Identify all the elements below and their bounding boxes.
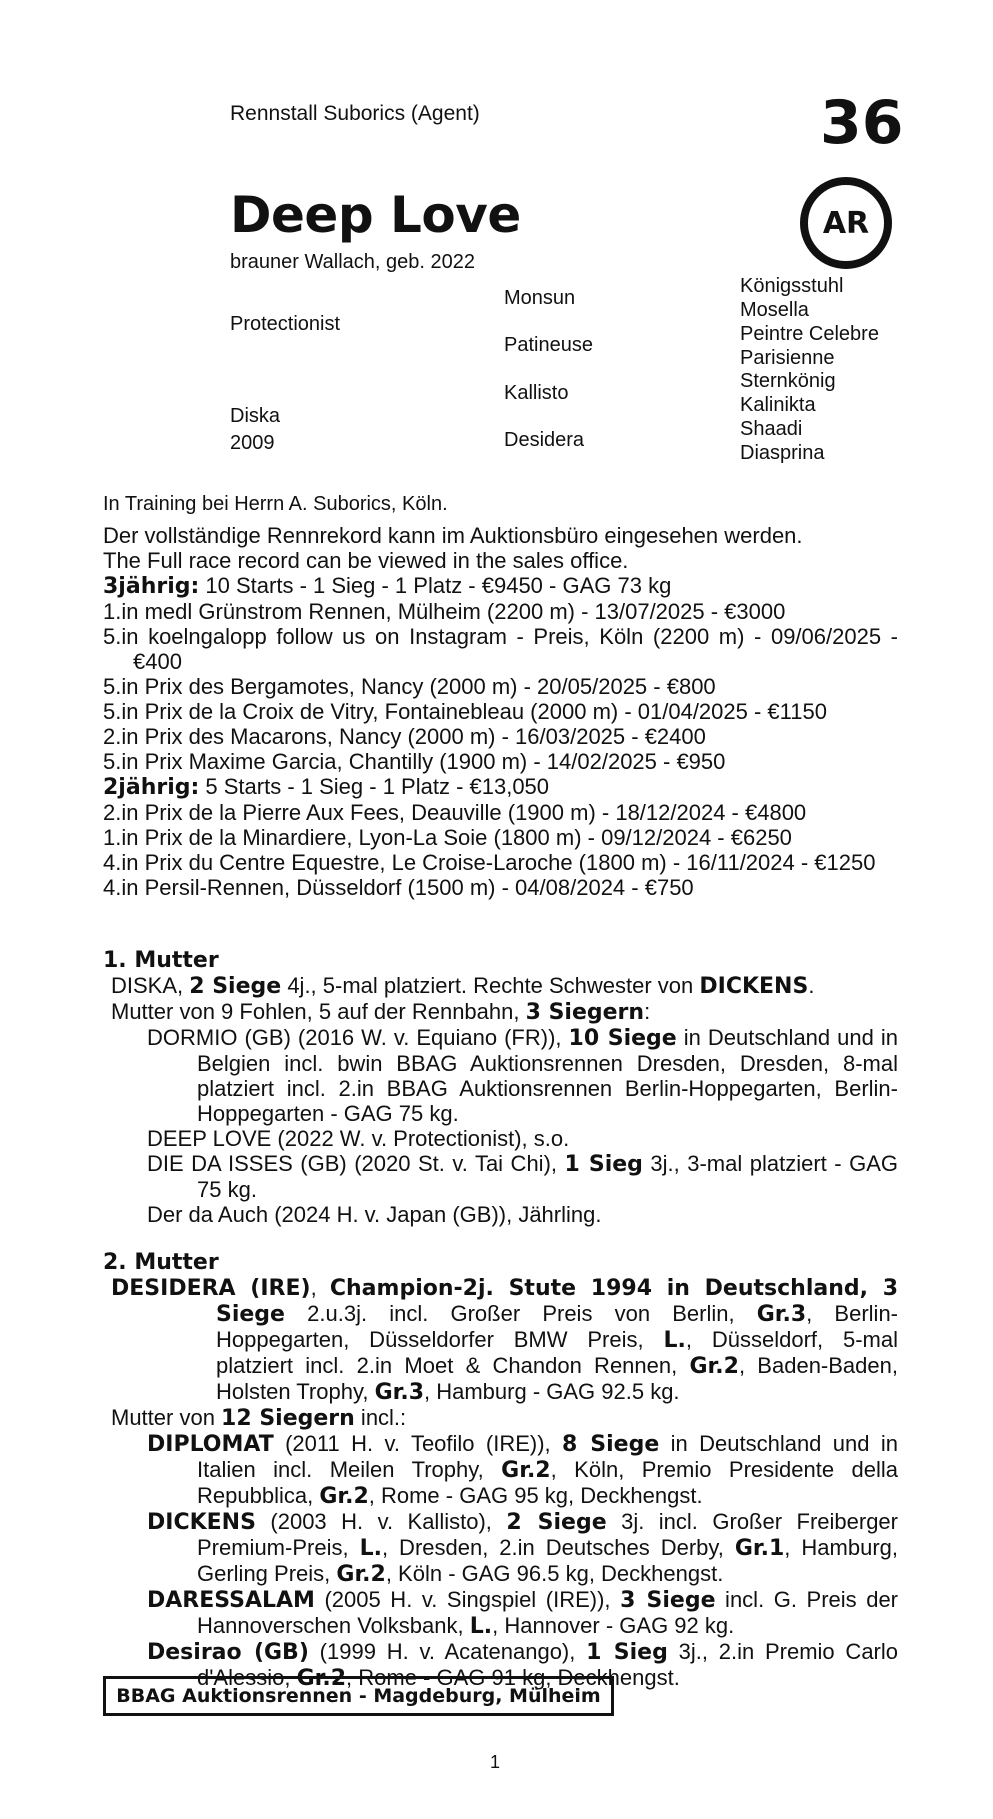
race-grade: Gr.1 [734,1536,785,1561]
pedigree-gen2-item: Monsun [504,287,576,309]
race-line: 1.in Prix de la Minardiere, Lyon-La Soie (1800 m) - 09/12/2024 - €6250 [103,825,792,850]
pedigree-dam-year: 2009 [230,432,275,454]
first-dam-heading: 1. Mutter [103,948,219,973]
record-note-de: Der vollständige Rennrekord kann im Auktionsbüro eingesehen werden. [103,523,803,548]
race-grade: Gr.2 [336,1562,386,1587]
text: incl.: [354,1405,407,1430]
pedigree-gen3-item: Diasprina [740,442,825,464]
pedigree-gen2-item: Desidera [504,429,585,451]
text: (2005 H. v. Singspiel (IRE)), [314,1587,621,1612]
offspring-entry [103,1202,898,1227]
offspring-entry [103,1126,898,1151]
race-line: 4.in Prix du Centre Equestre, Le Croise-Laroche (1800 m) - 16/11/2024 - €1250 [103,850,876,875]
win-count: 8 Siege [562,1432,660,1457]
three-year-old-label: 3jährig: [103,574,200,599]
second-dam-produce [103,1405,898,1431]
page-number: 1 [490,1752,501,1772]
horse-description: brauner Wallach, geb. 2022 [230,251,475,273]
second-dam-section [103,1250,898,1691]
first-dam-section [103,948,898,1227]
text: DIE DA ISSES (GB) (2020 St. v. Tai Chi), [147,1151,565,1176]
race-line: 5.in Prix Maxime Garcia, Chantilly (1900 m) - 14/02/2025 - €950 [103,749,726,774]
win-count: 2 Siege [189,974,282,999]
offspring-name: DARESSALAM [147,1588,315,1613]
first-dam-record [103,973,898,999]
text: 3j., 2.in Premio Carlo d'Alessio, [197,1639,898,1690]
first-dam-produce [103,999,898,1025]
three-year-old-stats: 10 Starts - 1 Sieg - 1 Platz - €9450 - GAG 73 kg [199,573,672,598]
text: , Baden-Baden, Holsten Trophy, [216,1353,898,1404]
offspring-entry [103,1151,898,1202]
race-line: 2.in Prix de la Pierre Aux Fees, Deauville (1900 m) - 18/12/2024 - €4800 [103,800,807,825]
second-dam-record [103,1275,898,1405]
text: , Köln - GAG 96.5 kg, Deckhengst. [385,1561,724,1586]
text: , Köln, Premio Presidente della Repubblica, [197,1457,898,1508]
two-year-old-label: 2jährig: [103,775,200,800]
text: Der da Auch (2024 H. v. Japan (GB)), Jährling. [147,1202,602,1227]
offspring-entry [103,1509,898,1587]
win-count: 3 Siege [620,1588,716,1613]
race-grade: Gr.2 [296,1666,347,1691]
winner-count: 3 Siegern [525,1000,645,1025]
record-note-en: The Full race record can be viewed in the sales office. [103,548,629,573]
pedigree-gen3-item: Sternkönig [740,370,836,392]
horse-name: Deep Love [230,186,521,244]
text: , Dresden, 2.in Deutsches Derby, [381,1535,735,1560]
text: , Düsseldorf, 5-mal platziert incl. 2.in Moet & Chandon Rennen, [216,1327,898,1378]
text: , Berlin-Hoppegarten, Düsseldorfer BMW Preis, [216,1301,899,1352]
text: : [644,999,651,1024]
race-record [103,523,898,900]
offspring-name: Desirao (GB) [147,1640,309,1665]
pedigree-gen2-item: Patineuse [504,334,593,356]
lot-number: 36 [820,88,904,158]
text: DORMIO (GB) (2016 W. v. Equiano (FR)), [147,1025,569,1050]
text: 3j., 3-mal platziert - GAG 75 kg. [197,1151,898,1202]
win-count: 2 Siege [506,1510,607,1535]
text: (2011 H. v. Teofilo (IRE)), [273,1431,563,1456]
race-line: 5.in Prix des Bergamotes, Nancy (2000 m) - 20/05/2025 - €800 [103,674,716,699]
text: in Deutschland und in Italien incl. Meilen Trophy, [197,1431,898,1482]
text: (1999 H. v. Acatenango), [308,1639,587,1664]
two-year-old-stats: 5 Starts - 1 Sieg - 1 Platz - €13,050 [199,774,550,799]
pedigree-gen2-item: Kallisto [504,382,569,404]
second-dam-heading: 2. Mutter [103,1250,219,1275]
race-line: 5.in Prix de la Croix de Vitry, Fontainebleau (2000 m) - 01/04/2025 - €1150 [103,699,827,724]
dam-name: DESIDERA (IRE) [111,1276,311,1301]
offspring-entry [103,1587,898,1639]
three-year-old-summary [103,573,898,599]
text: 2.u.3j. incl. Großer Preis von Berlin, [284,1301,757,1326]
text: incl. G. Preis der Hannoverschen Volksbank, [197,1587,899,1638]
text: , Hamburg - GAG 92.5 kg. [424,1379,680,1404]
race-line: 1.in medl Grünstrom Rennen, Mülheim (2200 m) - 13/07/2025 - €3000 [103,599,786,624]
offspring-entry [103,1431,898,1509]
win-count: 1 Sieg [586,1640,668,1665]
text: (2003 H. v. Kallisto), [255,1509,507,1534]
text: , Hannover - GAG 92 kg. [492,1613,735,1638]
win-count: 1 Sieg [564,1152,643,1177]
ar-badge-label: AR [822,205,870,241]
champion-title: Champion-2j. Stute 1994 in Deutschland, 3 Siege [216,1276,899,1327]
offspring-name: DICKENS [147,1510,256,1535]
pedigree-sire: Protectionist [230,313,341,335]
race-grade: Gr.3 [756,1302,807,1327]
pedigree-gen3-item: Mosella [740,299,809,321]
text: . [808,973,815,998]
text: Mutter von 9 Fohlen, 5 auf der Rennbahn, [111,999,526,1024]
race-grade: Gr.2 [501,1458,551,1483]
pedigree-gen3-item: Shaadi [740,418,803,440]
race-line: 4.in Persil-Rennen, Düsseldorf (1500 m) - 04/08/2024 - €750 [103,875,694,900]
text: DEEP LOVE (2022 W. v. Protectionist), s.o. [147,1126,570,1151]
race-grade: L. [663,1328,686,1353]
race-grade: L. [469,1614,493,1639]
text: , Rome - GAG 91 kg, Deckhengst. [346,1665,680,1690]
text: , Hamburg, Gerling Preis, [197,1535,898,1586]
pedigree-dam: Diska [230,405,281,427]
race-line: 2.in Prix des Macarons, Nancy (2000 m) - 16/03/2025 - €2400 [103,724,706,749]
race-line: 5.in koelngalopp follow us on Instagram - Preis, Köln (2200 m) - 09/06/2025 - €400 [103,624,898,674]
text: DISKA, [111,973,190,998]
text: 3j. incl. Großer Freiberger Premium-Preis, [197,1509,898,1560]
pedigree-gen3-item: Peintre Celebre [740,323,879,345]
text: , Rome - GAG 95 kg, Deckhengst. [368,1483,703,1508]
winner-count: 12 Siegern [221,1406,355,1431]
consignor: Rennstall Suborics (Agent) [230,102,480,125]
offspring-name: DIPLOMAT [147,1432,274,1457]
sale-race-box [103,1676,614,1716]
text: in Deutschland und in Belgien incl. bwin BBAG Auktionsrennen Dresden, Dresden, 8-mal platziert incl. 2.in BBAG Auktionsrennen Berlin-Hoppegarten, Berlin-Hoppegarten - GAG 75 kg. [197,1025,899,1126]
offspring-entry [103,1025,898,1126]
text: 4j., 5-mal platziert. Rechte Schwester von [281,973,700,998]
text: Mutter von [111,1405,222,1430]
pedigree-gen3-item: Parisienne [740,347,835,369]
race-grade: Gr.3 [374,1380,424,1405]
two-year-old-summary [103,774,898,800]
race-grade: Gr.2 [689,1354,739,1379]
sibling-name: DICKENS [699,974,809,999]
ar-badge [800,177,892,269]
race-grade: L. [359,1536,382,1561]
training-info: In Training bei Herrn A. Suborics, Köln. [103,493,448,515]
sale-race-label: BBAG Auktionsrennen - Magdeburg, Mülheim [116,1685,601,1707]
pedigree-gen3-item: Kalinikta [740,394,816,416]
text: , [310,1275,330,1300]
race-grade: Gr.2 [319,1484,369,1509]
pedigree-gen3-item: Königsstuhl [740,275,844,297]
win-count: 10 Siege [568,1026,677,1051]
